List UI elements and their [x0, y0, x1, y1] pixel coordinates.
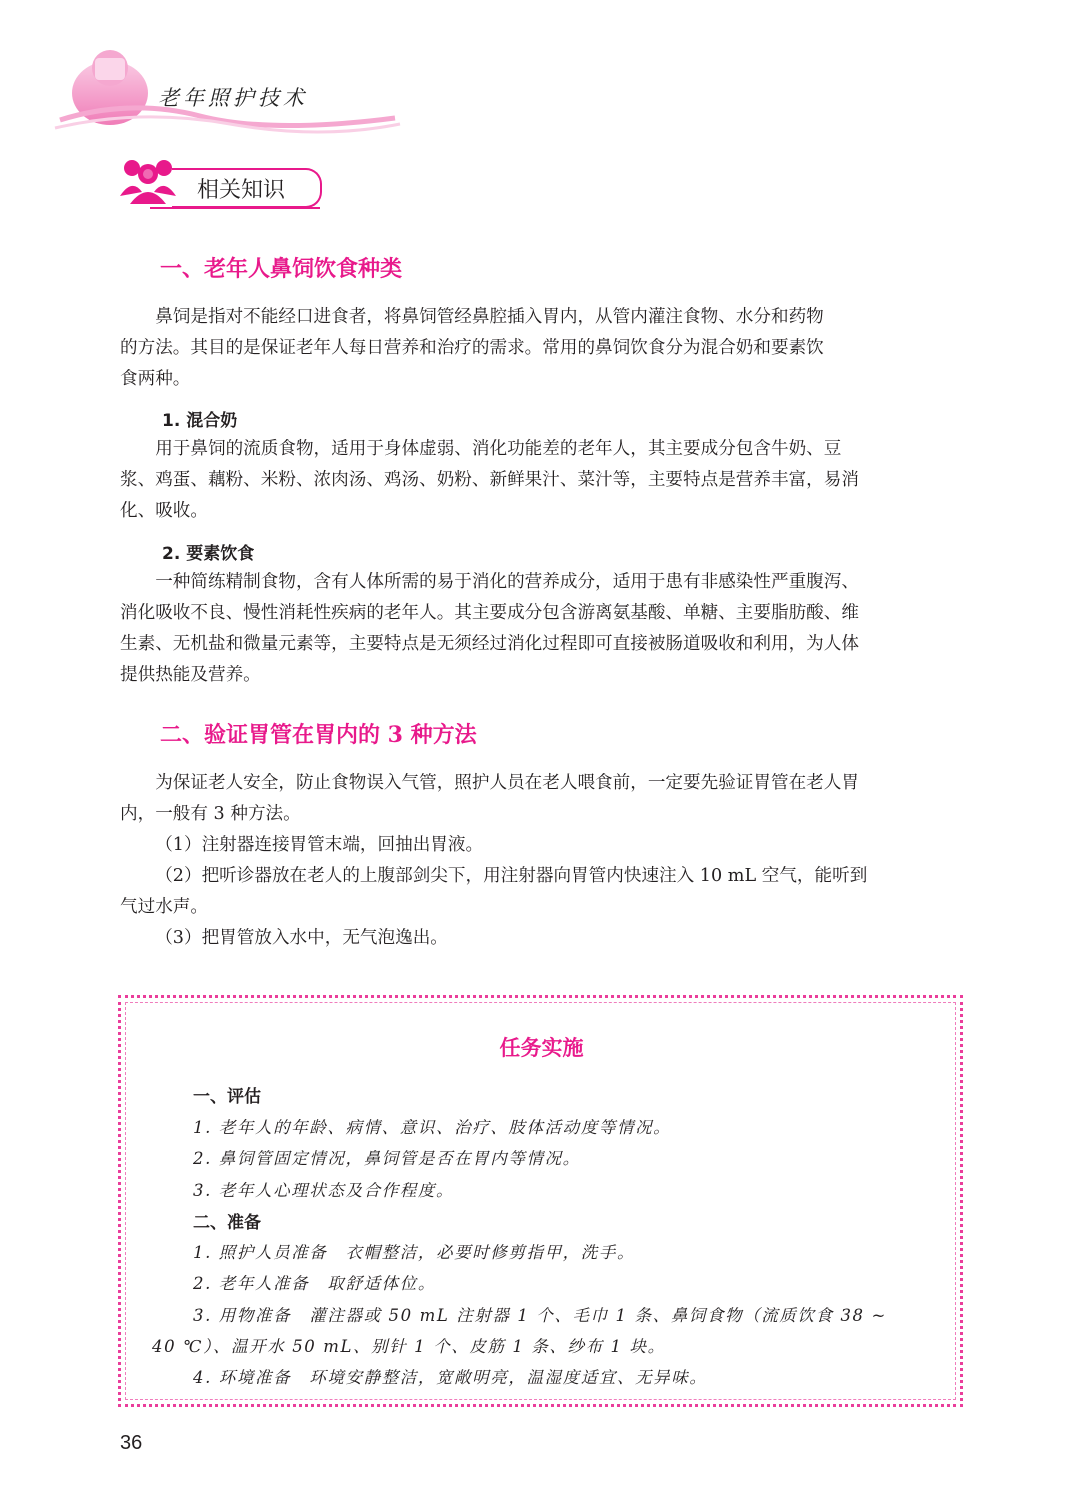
section-1-heading: 一、老年人鼻饲饮食种类: [160, 256, 403, 282]
text-line: 为保证老人安全，防止食物误入气管，照护人员在老人喂食前，一定要先验证胃管在老人胃: [155, 773, 859, 793]
assess-heading: 一、评估: [193, 1087, 261, 1107]
page-number: 36: [120, 1432, 143, 1454]
prepare-item-3-continued: 40 ℃）、温开水 50 mL、别针 1 个、皮筋 1 条、纱布 1 块。: [152, 1337, 666, 1356]
text-line: 消化吸收不良、慢性消耗性疾病的老年人。其主要成分包含游离氨基酸、单糖、主要脂肪酸、维: [120, 603, 859, 623]
text-line: 食两种。: [120, 369, 191, 389]
mixed-milk-paragraph: [120, 434, 965, 527]
text-line: 一种简练精制食物，含有人体所需的易于消化的营养成分，适用于患有非感染性严重腹泻、: [155, 572, 859, 592]
section-2-intro: [120, 768, 965, 954]
assess-item-2: 2. 鼻饲管固定情况，鼻饲管是否在胃内等情况。: [193, 1149, 581, 1168]
banner-underline: [150, 207, 320, 209]
subheading-mixed-milk: 1. 混合奶: [162, 411, 238, 431]
prepare-item-3: 3. 用物准备 灌注器或 50 mL 注射器 1 个、毛巾 1 条、鼻饲食物（流质饮食 38 ~: [193, 1306, 887, 1325]
prepare-heading: 二、准备: [193, 1213, 261, 1233]
method-2-continued: 气过水声。: [120, 897, 208, 917]
assess-item-3: 3. 老年人心理状态及合作程度。: [193, 1181, 455, 1200]
section-banner-label: 相关知识: [197, 178, 286, 203]
method-2: （2）把听诊器放在老人的上腹部剑尖下，用注射器向胃管内快速注入 10 mL 空气，能听到: [155, 866, 868, 886]
prepare-item-2: 2. 老年人准备 取舒适体位。: [193, 1274, 436, 1293]
text-line: 鼻饲是指对不能经口进食者，将鼻饲管经鼻腔插入胃内，从管内灌注食物、水分和药物: [155, 307, 824, 327]
section-1-intro: [120, 302, 965, 395]
text-line: 生素、无机盐和微量元素等，主要特点是无须经过消化过程即可直接被肠道吸收和利用，为人体: [120, 634, 859, 654]
elemental-diet-paragraph: [120, 567, 965, 691]
subheading-elemental-diet: 2. 要素饮食: [162, 544, 255, 564]
book-title: 老年照护技术: [158, 86, 308, 110]
people-icon: [118, 152, 178, 206]
section-2-heading: 二、验证胃管在胃内的 3 种方法: [160, 722, 477, 748]
text-line: 化、吸收。: [120, 501, 208, 521]
text-line: 用于鼻饲的流质食物，适用于身体虚弱、消化功能差的老年人，其主要成分包含牛奶、豆: [155, 439, 842, 459]
text-line: 的方法。其目的是保证老年人每日营养和治疗的需求。常用的鼻饲饮食分为混合奶和要素饮: [120, 338, 824, 358]
task-title: 任务实施: [499, 1036, 584, 1060]
assess-item-1: 1. 老年人的年龄、病情、意识、治疗、肢体活动度等情况。: [193, 1118, 672, 1137]
text-line: 提供热能及营养。: [120, 665, 261, 685]
prepare-item-1: 1. 照护人员准备 衣帽整洁，必要时修剪指甲，洗手。: [193, 1243, 636, 1262]
text-line: 内，一般有 3 种方法。: [120, 804, 301, 824]
prepare-item-4: 4. 环境准备 环境安静整洁，宽敞明亮，温湿度适宜、无异味。: [193, 1368, 708, 1387]
method-3: （3）把胃管放入水中，无气泡逸出。: [155, 928, 448, 948]
method-1: （1）注射器连接胃管末端，回抽出胃液。: [155, 835, 484, 855]
text-line: 浆、鸡蛋、藕粉、米粉、浓肉汤、鸡汤、奶粉、新鲜果汁、菜汁等，主要特点是营养丰富，易消: [120, 470, 859, 490]
